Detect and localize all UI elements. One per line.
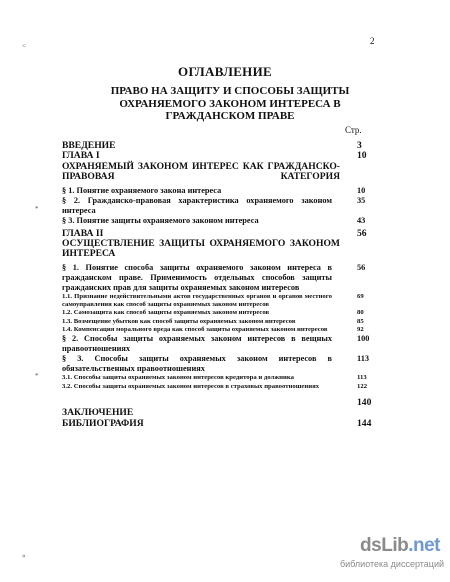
toc-entry-page: 122	[357, 382, 368, 390]
toc-entry-page: 43	[357, 215, 366, 225]
toc-entry-title: § 2. Способы защиты охраняемых законом интересов в вещных правоотношениях	[62, 334, 332, 354]
toc-entry-title: ОСУЩЕСТВЛЕНИЕ ЗАЩИТЫ ОХРАНЯЕМОГО ЗАКОНОМ ИНТЕРЕСА	[62, 238, 340, 260]
toc-entry-title: 3.2. Способы защиты охраняемых законом интересов в страховых правоотношениях	[62, 382, 320, 390]
toc-entry-title: ВВЕДЕНИЕ	[62, 140, 116, 151]
toc-entry	[62, 383, 380, 391]
toc-entry-page: 144	[357, 417, 372, 429]
margin-mark: «	[22, 552, 26, 560]
toc-entry	[62, 216, 380, 226]
toc-entry-page: 56	[357, 227, 367, 239]
thesis-title: ПРАВО НА ЗАЩИТУ И СПОСОБЫ ЗАЩИТЫ ОХРАНЯЕМОГО ЗАКОНОМ ИНТЕРЕСА В ГРАЖДАНСКОМ ПРАВЕ	[110, 85, 350, 122]
toc-entry-page: 140	[357, 396, 372, 408]
toc-entry-page: 35	[357, 195, 366, 205]
toc-entry-title: 1.2. Самозащита как способ защиты охраняемых законом интересов	[62, 309, 270, 317]
toc-entry-page: 100	[357, 334, 370, 344]
page-column-label: Стр.	[345, 125, 362, 135]
toc-entry	[62, 326, 380, 334]
toc-entry-title: ОХРАНЯЕМЫЙ ЗАКОНОМ ИНТЕРЕС КАК ГРАЖДАНСКО-ПРАВОВАЯ КАТЕГОРИЯ	[62, 160, 340, 183]
toc-entry	[62, 293, 380, 310]
toc-entry-page: 113	[357, 354, 369, 364]
toc-entry	[62, 141, 380, 151]
toc-entry	[62, 162, 380, 183]
watermark	[339, 535, 450, 582]
toc-entry-page: 10	[357, 150, 367, 162]
toc-entry-page: 10	[357, 185, 366, 195]
toc-entry-title: § 2. Гражданско-правовая характеристика охраняемого законом интереса	[62, 195, 332, 215]
toc-entry	[62, 309, 380, 317]
margin-mark: <	[22, 42, 26, 50]
toc-entry-title: § 3. Понятие защиты охраняемого законом интереса	[62, 215, 259, 225]
margin-mark: *	[35, 205, 39, 213]
toc-entry-title: 3.1. Способы защиты охраняемых законом интересов кредитора и должника	[62, 374, 294, 382]
toc-entry-page: 56	[357, 262, 366, 272]
toc-entry-page: 92	[357, 326, 364, 334]
table-of-contents	[62, 141, 380, 429]
toc-entry-title: ГЛАВА I	[62, 150, 100, 162]
toc-entry	[62, 334, 380, 354]
page-number: 2	[370, 36, 375, 46]
toc-heading: ОГЛАВЛЕНИЕ	[178, 64, 272, 79]
toc-entry-page: 80	[357, 309, 364, 317]
toc-entry-title: § 1. Понятие способа защиты охраняемого законом интереса в гражданском праве. Применимость отдельных способов защиты гражданских прав для защиты охраняемых законом интересов	[62, 262, 332, 292]
toc-entry-title: ГЛАВА II	[62, 227, 104, 239]
toc-entry-page: 3	[357, 140, 362, 151]
toc-entry	[62, 419, 380, 429]
toc-entry-page: 113	[357, 374, 367, 382]
toc-entry-title: БИБЛИОГРАФИЯ	[62, 417, 144, 429]
toc-entry-title: 1.3. Возмещение убытков как способ защиты охраняемых законом интересов	[62, 317, 296, 325]
toc-entry	[62, 186, 380, 196]
watermark-logo: dsLib.net	[360, 535, 440, 556]
toc-entry	[62, 239, 380, 260]
toc-entry	[62, 354, 380, 374]
toc-entry-title: 1.1. Признание недействительными актов государственных органов и органов местного самоуправления как способ защиты охраняемых законом интересов	[62, 292, 332, 309]
toc-entry	[62, 374, 380, 382]
watermark-tagline: библиотека диссертаций	[339, 559, 444, 569]
toc-entry	[62, 318, 380, 326]
toc-entry	[62, 263, 380, 293]
toc-entry-title: § 3. Способы защиты охраняемых законом интересов в обязательственных правоотношениях	[62, 354, 332, 374]
margin-mark: *	[35, 372, 39, 380]
toc-entry-page: 85	[357, 317, 364, 325]
toc-entry-title: § 1. Понятие охраняемого закона интереса	[62, 185, 222, 195]
toc-entry-title: ЗАКЛЮЧЕНИЕ	[62, 407, 134, 419]
toc-entry-title: 1.4. Компенсация морального вреда как способ защиты охраняемых законом интересов	[62, 326, 328, 334]
toc-entry	[62, 196, 380, 216]
toc-entry-page: 69	[357, 292, 364, 300]
